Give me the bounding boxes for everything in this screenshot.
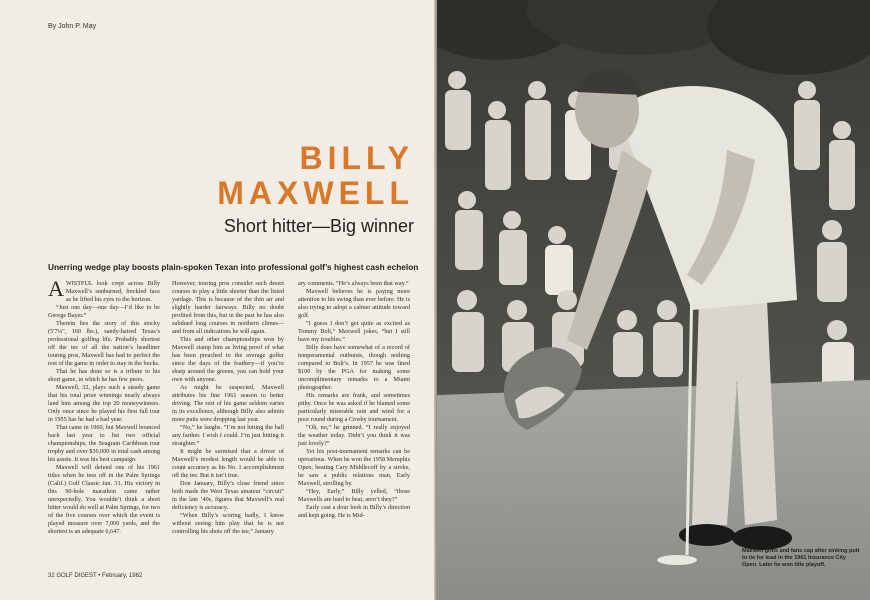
- paragraph: Therein lies the story of this stocky (5′7¼″, 160 lbs.), sandy-haired Texas’s professional golfing life. Probably shortest off the tee of all the nation’s headliner touring pros, Maxwell has had to perfect the rest of the game in order to stay in the bucks.: [48, 320, 160, 367]
- photo-caption: Maxwell grins and fans cap after sinking putt to tie for lead in the 1961 Insurance City Open. Later he won title playoff.: [742, 548, 860, 568]
- paragraph: “I guess I don’t get quite as excited as Tommy Bolt,” Maxwell jokes, “but I still have my troubles.”: [298, 320, 410, 343]
- paragraph: That he has done so is a tribute to his short game, in which he has few peers.: [48, 368, 160, 383]
- title-line-2: MAXWELL: [217, 175, 414, 211]
- paragraph: Maxwell believes he is paying more attention to his swing than ever before. He is also trying to adopt a calmer attitude toward golf.: [298, 288, 410, 319]
- paragraph: His remarks are frank, and sometimes pithy. Once he was asked if he blamed some particularly miserable rain and wind for a poor round during a Crosby tournament.: [298, 392, 410, 423]
- paragraph: Billy does have somewhat of a record of temperamental outbursts, though nothing compared to Bolt’s. In 1957 he was fined $100 by the PGA for making some uncomplimentary remarks to a Miami photographer.: [298, 344, 410, 391]
- paragraph: Don January, Billy’s close friend since both made the West Texas amateur “circuit” in the late ’40s, figures that Maxwell’s real deficiency is accuracy.: [172, 480, 284, 511]
- paragraph: However, touring pros consider such desert courses to play a little shorter than the listed yardage. This is because of the thin air and slightly harder fairways. Billy no doubt profited from this, but in the past he has also subdued long courses in northern climes—and from all indications he will again.: [172, 280, 284, 335]
- paragraph: “No,” he laughs. “I’m not hitting the ball any farther. I wish I could. I’m just hitting it straighter.”: [172, 424, 284, 447]
- paragraph: “Oh, no,” he grinned. “I really enjoyed the weather today. Didn’t you think it was just lovely?”: [298, 424, 410, 447]
- paragraph: “Just one day—one day—I’d like to be George Bayer.”: [48, 304, 160, 319]
- paragraph: Early cast a dour look in Billy’s direction and kept going. He is Mid-: [298, 504, 410, 519]
- byline: By John P. May: [48, 23, 97, 30]
- paragraph: Yet his post-tournament remarks can be uproarious. When he won the 1958 Memphis Open, beating Cary Middlecoff by a stroke, he saw a public relations man, Early Maxwell, strolling by.: [298, 448, 410, 487]
- paragraph: “When Billy’s scoring badly, I know without seeing him play that he is not controlling his shots off the tee,” January: [172, 512, 284, 535]
- paragraph: “Hey, Early,” Billy yelled, “those Maxwells are hard to beat, aren’t they?”: [298, 488, 410, 503]
- article-column-3: [298, 280, 410, 520]
- article-column-1: [48, 276, 160, 536]
- paragraph: Maxwell will defend one of his 1961 titles when he tees off in the Palm Springs (Calif.) Golf Classic Jan. 31. His victory in this 90-hole marathon came rather unexpectedly. You wouldn’t think a short hitter would do well at Palm Springs, for two of the five courses over which the event is played measure over 7,000 yards, and the shortest is an adequate 6,647.: [48, 464, 160, 535]
- paragraph: Maxwell, 32, plays such a steady game that his total prize winnings nearly always land him among the top 20 moneywinners. Only once since he played his first full tour in 1955 has he had a bad year.: [48, 384, 160, 423]
- subtitle: Short hitter—Big winner: [223, 216, 414, 236]
- paragraph: ary comments. “He’s always been that way.”: [298, 280, 409, 287]
- page-folio: 32 GOLF DIGEST • February, 1962: [48, 573, 143, 579]
- drop-cap: A: [48, 276, 64, 301]
- paragraph: WISTFUL look crept across Billy Maxwell’s sunburned, freckled face as he lifted his eyes to the horizon.: [65, 280, 160, 303]
- title-line-1: BILLY: [299, 140, 414, 176]
- golfer-photo: [437, 0, 870, 600]
- right-page: [437, 0, 870, 600]
- article-column-2: [172, 280, 284, 536]
- paragraph: That came in 1960, but Maxwell bounced back last year to list two official championships, the Seagram Caribbean tour trophy and over $36,000 in total cash among his assets. It was his best campaign.: [48, 424, 160, 463]
- paragraph: As might be suspected, Maxwell attributes his fine 1961 season to better driving. The rest of his game seldom varies in its excellence, although Billy also admits more putts were dropping last year.: [172, 384, 284, 423]
- paragraph: It might be surmised that a driver of Maxwell’s modest length would be able to count accuracy as his No. 1 accomplishment off the tee. But it isn’t true.: [172, 448, 284, 479]
- paragraph: This and other championships won by Maxwell stamp him as living proof of what has been preached to the average golfer since the days of the feathery—if you’re sharp around the greens, you can hold your own with anyone.: [172, 336, 284, 383]
- deck: Unerring wedge play boosts plain-spoken Texan into professional golf’s highest cash echelon: [48, 262, 419, 272]
